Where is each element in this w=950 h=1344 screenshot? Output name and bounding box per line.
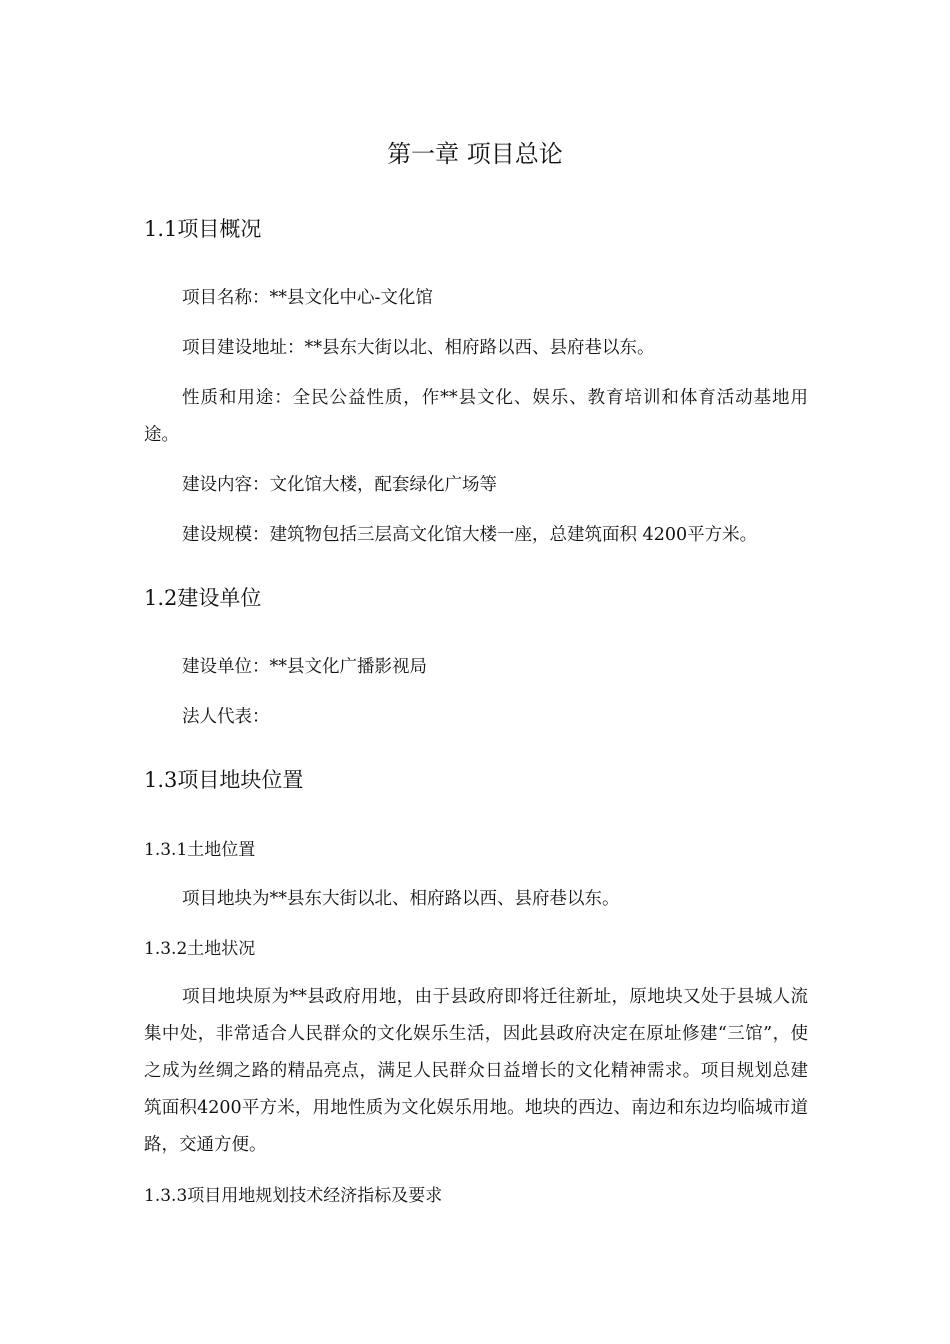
project-content-line: 建设内容：文化馆大楼，配套绿化广场等	[182, 475, 497, 495]
project-nature-line: 性质和用途：全民公益性质，作**县文化、娱乐、教育培训和体育活动基地用途。	[144, 388, 808, 445]
section-heading-1-2: 1.2建设单位	[144, 586, 262, 610]
chapter-title: 第一章 项目总论	[387, 140, 563, 168]
project-name-line: 项目名称：**县文化中心-文化馆	[182, 288, 433, 308]
subsection-heading-1-3-1: 1.3.1土地位置	[144, 840, 256, 860]
project-scale-line: 建设规模：建筑物包括三层高文化馆大楼一座，总建筑面积 4200平方米。	[182, 525, 758, 545]
construction-unit-line: 建设单位：**县文化广播影视局	[182, 657, 427, 677]
land-location-text: 项目地块为**县东大街以北、相府路以西、县府巷以东。	[182, 889, 620, 909]
subsection-heading-1-3-3: 1.3.3项目用地规划技术经济指标及要求	[144, 1186, 443, 1206]
subsection-heading-1-3-2: 1.3.2土地状况	[144, 939, 256, 959]
legal-representative-line: 法人代表：	[182, 707, 270, 727]
section-heading-1-1: 1.1项目概况	[144, 217, 262, 241]
project-address-line: 项目建设地址：**县东大街以北、相府路以西、县府巷以东。	[182, 338, 655, 358]
section-heading-1-3: 1.3项目地块位置	[144, 768, 304, 792]
land-status-text: 项目地块原为**县政府用地，由于县政府即将迁往新址，原地块又处于县城人流集中处，非常适合人民群众的文化娱乐生活，因此县政府决定在原址修建“三馆”，使之成为丝绸之路的精品亮点，满足人民群众日益增长的文化精神需求。项目规划总建筑面积4200平方米，用地性质为文化娱乐用地。地块的西边、南边和东边均临城市道路，交通方便。	[144, 987, 808, 1155]
